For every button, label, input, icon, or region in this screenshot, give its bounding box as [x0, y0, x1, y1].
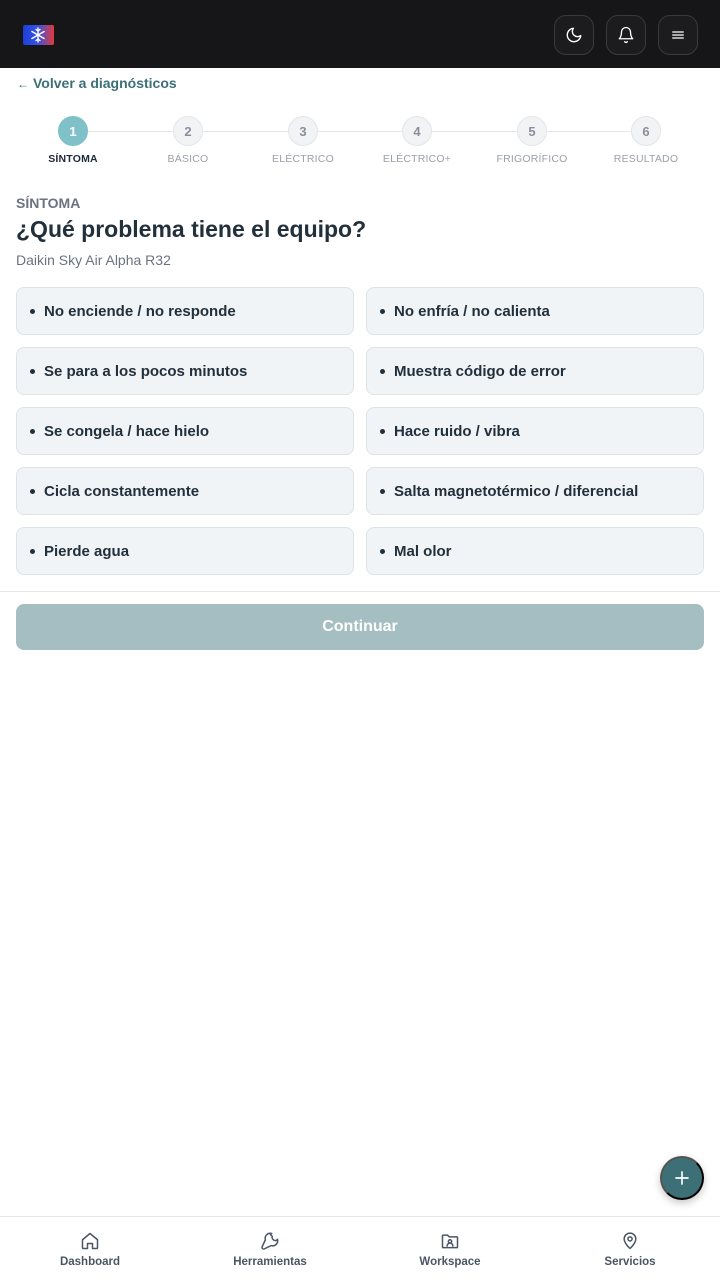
device-model: Daikin Sky Air Alpha R32 — [16, 252, 171, 268]
home-icon — [80, 1231, 100, 1251]
bullet-icon — [380, 309, 385, 314]
step-label: SÍNTOMA — [48, 153, 98, 165]
notifications-button[interactable] — [606, 15, 646, 55]
step-label: BÁSICO — [167, 153, 209, 165]
symptom-options — [16, 287, 704, 575]
wrench-icon — [260, 1231, 280, 1251]
step-circle: 2 — [173, 116, 203, 146]
moon-icon — [565, 26, 583, 44]
symptom-option[interactable] — [16, 527, 354, 575]
bullet-icon — [30, 369, 35, 374]
symptom-option[interactable] — [366, 467, 704, 515]
menu-button[interactable] — [658, 15, 698, 55]
step-label: ELÉCTRICO — [272, 153, 334, 165]
option-label: Cicla constantemente — [44, 482, 200, 500]
step-circle: 4 — [402, 116, 432, 146]
bottom-nav — [0, 1216, 720, 1280]
step-3 — [253, 116, 353, 165]
option-label: Muestra código de error — [394, 362, 566, 380]
continue-button[interactable]: Continuar — [16, 604, 704, 650]
symptom-option[interactable] — [16, 287, 354, 335]
option-label: No enfría / no calienta — [394, 302, 550, 320]
step-label: RESULTADO — [613, 153, 679, 165]
step-1 — [23, 116, 123, 165]
symptom-option[interactable] — [366, 287, 704, 335]
step-5 — [482, 116, 582, 165]
option-label: Se congela / hace hielo — [44, 422, 210, 440]
back-to-diagnostics-link[interactable] — [17, 75, 177, 91]
snowflake-logo-icon[interactable] — [23, 25, 54, 45]
symptom-option[interactable] — [16, 347, 354, 395]
step-2 — [138, 116, 238, 165]
option-label: Se para a los pocos minutos — [44, 362, 248, 380]
add-fab-button[interactable] — [660, 1156, 704, 1200]
bell-icon — [617, 26, 635, 44]
option-label: Pierde agua — [44, 542, 130, 560]
theme-toggle-button[interactable] — [554, 15, 594, 55]
step-circle: 3 — [288, 116, 318, 146]
bullet-icon — [30, 309, 35, 314]
option-label: Hace ruido / vibra — [394, 422, 520, 440]
symptom-option[interactable] — [16, 467, 354, 515]
nav-label: Dashboard — [59, 1256, 121, 1268]
step-circle: 6 — [631, 116, 661, 146]
arrow-left-icon: ← — [17, 77, 29, 91]
nav-item-workspace[interactable] — [360, 1217, 540, 1280]
progress-stepper — [16, 116, 704, 166]
step-label: FRIGORÍFICO — [496, 153, 568, 165]
nav-item-herramientas[interactable] — [180, 1217, 360, 1280]
question-title: ¿Qué problema tiene el equipo? — [16, 216, 367, 242]
divider — [0, 591, 720, 592]
step-4 — [367, 116, 467, 165]
bullet-icon — [380, 369, 385, 374]
bullet-icon — [380, 429, 385, 434]
bullet-icon — [30, 429, 35, 434]
menu-icon — [669, 26, 687, 44]
nav-label: Servicios — [604, 1256, 656, 1268]
option-label: No enciende / no responde — [44, 302, 236, 320]
option-label: Salta magnetotérmico / diferencial — [394, 482, 639, 500]
symptom-option[interactable] — [16, 407, 354, 455]
nav-item-dashboard[interactable] — [0, 1217, 180, 1280]
nav-label: Herramientas — [233, 1256, 307, 1268]
bullet-icon — [380, 549, 385, 554]
map-pin-icon — [620, 1231, 640, 1251]
step-circle: 5 — [517, 116, 547, 146]
bullet-icon — [30, 549, 35, 554]
plus-icon — [673, 1169, 691, 1187]
step-label: ELÉCTRICO+ — [382, 153, 452, 165]
step-6 — [596, 116, 696, 165]
nav-label: Workspace — [419, 1256, 481, 1268]
bullet-icon — [380, 489, 385, 494]
bullet-icon — [30, 489, 35, 494]
step-circle: 1 — [58, 116, 88, 146]
symptom-option[interactable] — [366, 527, 704, 575]
top-bar — [0, 0, 720, 68]
back-link-label: Volver a diagnósticos — [33, 75, 177, 91]
symptom-option[interactable] — [366, 407, 704, 455]
symptom-option[interactable] — [366, 347, 704, 395]
option-label: Mal olor — [394, 542, 452, 560]
section-eyebrow: SÍNTOMA — [16, 195, 81, 211]
nav-item-servicios[interactable] — [540, 1217, 720, 1280]
folder-user-icon — [440, 1231, 460, 1251]
